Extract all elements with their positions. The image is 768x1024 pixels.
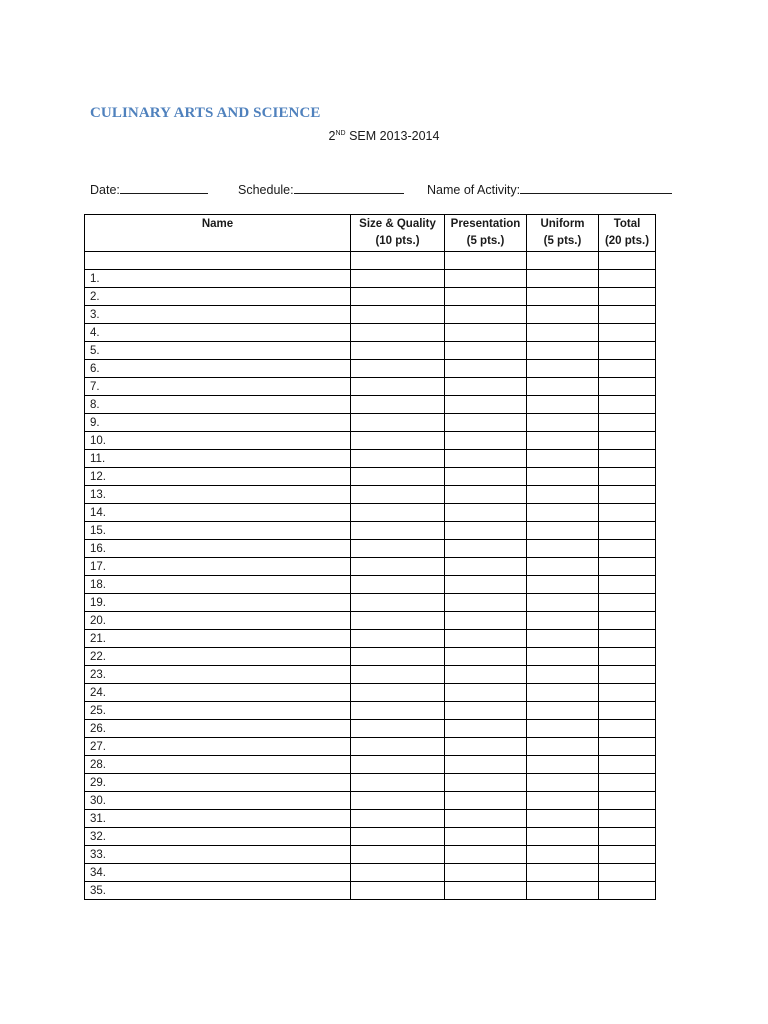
cell-total[interactable] [599, 810, 656, 828]
cell-total[interactable] [599, 432, 656, 450]
cell-size-quality[interactable] [351, 702, 445, 720]
cell-name[interactable]: 28. [85, 756, 351, 774]
table-row [85, 702, 656, 720]
column-header-label: Total [613, 218, 641, 230]
cell-size-quality[interactable] [351, 846, 445, 864]
cell-total[interactable] [599, 612, 656, 630]
cell-total[interactable] [599, 306, 656, 324]
cell-presentation[interactable] [445, 270, 527, 288]
cell-total[interactable] [599, 270, 656, 288]
cell-total[interactable] [599, 342, 656, 360]
cell-presentation[interactable] [445, 504, 527, 522]
cell-uniform[interactable] [527, 576, 599, 594]
cell-size-quality[interactable] [351, 504, 445, 522]
cell-uniform[interactable] [527, 612, 599, 630]
table-row [85, 810, 656, 828]
column-header-label: Name [201, 218, 234, 230]
cell-name[interactable]: 16. [85, 540, 351, 558]
cell-name[interactable]: 12. [85, 468, 351, 486]
cell-name[interactable]: 17. [85, 558, 351, 576]
cell-size-quality[interactable] [351, 630, 445, 648]
cell-name[interactable] [85, 252, 351, 270]
table-row [85, 630, 656, 648]
cell-total[interactable] [599, 756, 656, 774]
cell-presentation[interactable] [445, 720, 527, 738]
cell-presentation[interactable] [445, 810, 527, 828]
document-title: CULINARY ARTS AND SCIENCE [90, 105, 321, 121]
cell-size-quality[interactable] [351, 540, 445, 558]
cell-presentation[interactable] [445, 666, 527, 684]
cell-size-quality[interactable] [351, 486, 445, 504]
cell-presentation[interactable] [445, 684, 527, 702]
cell-total[interactable] [599, 846, 656, 864]
cell-name[interactable]: 14. [85, 504, 351, 522]
schedule-blank[interactable] [294, 181, 404, 194]
cell-size-quality[interactable] [351, 756, 445, 774]
table-row [85, 468, 656, 486]
cell-name[interactable]: 15. [85, 522, 351, 540]
table-row [85, 558, 656, 576]
cell-total[interactable] [599, 666, 656, 684]
table-row [85, 738, 656, 756]
cell-total[interactable] [599, 576, 656, 594]
cell-uniform[interactable] [527, 630, 599, 648]
cell-name[interactable]: 31. [85, 810, 351, 828]
column-header-points: (5 pts.) [466, 235, 505, 247]
cell-size-quality[interactable] [351, 378, 445, 396]
cell-size-quality[interactable] [351, 864, 445, 882]
cell-name[interactable]: 19. [85, 594, 351, 612]
date-field [90, 181, 208, 197]
cell-total[interactable] [599, 468, 656, 486]
cell-name[interactable]: 29. [85, 774, 351, 792]
cell-size-quality[interactable] [351, 774, 445, 792]
cell-presentation[interactable] [445, 324, 527, 342]
cell-name[interactable]: 22. [85, 648, 351, 666]
cell-size-quality[interactable] [351, 432, 445, 450]
cell-presentation[interactable] [445, 756, 527, 774]
cell-uniform[interactable] [527, 378, 599, 396]
table-row [85, 792, 656, 810]
column-header-uniform [527, 215, 599, 252]
cell-name[interactable]: 34. [85, 864, 351, 882]
cell-total[interactable] [599, 720, 656, 738]
table-row [85, 576, 656, 594]
cell-uniform[interactable] [527, 864, 599, 882]
cell-name[interactable]: 24. [85, 684, 351, 702]
cell-uniform[interactable] [527, 306, 599, 324]
cell-uniform[interactable] [527, 414, 599, 432]
cell-presentation[interactable] [445, 306, 527, 324]
cell-name[interactable]: 7. [85, 378, 351, 396]
cell-uniform[interactable] [527, 882, 599, 900]
cell-size-quality[interactable] [351, 882, 445, 900]
cell-uniform[interactable] [527, 684, 599, 702]
cell-uniform[interactable] [527, 648, 599, 666]
cell-presentation[interactable] [445, 252, 527, 270]
cell-presentation[interactable] [445, 864, 527, 882]
cell-presentation[interactable] [445, 630, 527, 648]
cell-presentation[interactable] [445, 486, 527, 504]
cell-uniform[interactable] [527, 360, 599, 378]
activity-label: Name of Activity: [427, 183, 521, 197]
cell-name[interactable]: 5. [85, 342, 351, 360]
cell-presentation[interactable] [445, 450, 527, 468]
table-row [85, 450, 656, 468]
cell-presentation[interactable] [445, 468, 527, 486]
semester-number: 2 [328, 129, 336, 143]
cell-size-quality[interactable] [351, 360, 445, 378]
semester-ordinal: ND [335, 130, 346, 137]
cell-total[interactable] [599, 882, 656, 900]
cell-uniform[interactable] [527, 792, 599, 810]
cell-presentation[interactable] [445, 414, 527, 432]
activity-blank[interactable] [520, 181, 672, 194]
cell-total[interactable] [599, 630, 656, 648]
cell-total[interactable] [599, 450, 656, 468]
cell-size-quality[interactable] [351, 324, 445, 342]
cell-name[interactable]: 2. [85, 288, 351, 306]
cell-size-quality[interactable] [351, 576, 445, 594]
activity-field [427, 181, 672, 197]
cell-name[interactable]: 3. [85, 306, 351, 324]
cell-name[interactable]: 26. [85, 720, 351, 738]
cell-name[interactable]: 13. [85, 486, 351, 504]
cell-presentation[interactable] [445, 648, 527, 666]
cell-presentation[interactable] [445, 846, 527, 864]
table-header-row [85, 215, 656, 252]
cell-presentation[interactable] [445, 558, 527, 576]
cell-uniform[interactable] [527, 522, 599, 540]
table-row [85, 756, 656, 774]
cell-presentation[interactable] [445, 432, 527, 450]
table-body [85, 252, 656, 900]
table-row [85, 324, 656, 342]
cell-size-quality[interactable] [351, 396, 445, 414]
column-header-total [599, 215, 656, 252]
table-row [85, 612, 656, 630]
cell-presentation[interactable] [445, 702, 527, 720]
cell-presentation[interactable] [445, 396, 527, 414]
date-label: Date: [90, 183, 120, 197]
table-row [85, 396, 656, 414]
table-row [85, 504, 656, 522]
table-row [85, 846, 656, 864]
table-row [85, 432, 656, 450]
cell-total[interactable] [599, 594, 656, 612]
cell-presentation[interactable] [445, 522, 527, 540]
table-row [85, 720, 656, 738]
cell-size-quality[interactable] [351, 810, 445, 828]
table-row [85, 270, 656, 288]
cell-size-quality[interactable] [351, 252, 445, 270]
cell-uniform[interactable] [527, 486, 599, 504]
cell-name[interactable]: 32. [85, 828, 351, 846]
table-row [85, 828, 656, 846]
table-row [85, 360, 656, 378]
cell-total[interactable] [599, 828, 656, 846]
cell-total[interactable] [599, 558, 656, 576]
cell-uniform[interactable] [527, 846, 599, 864]
table-row [85, 882, 656, 900]
cell-size-quality[interactable] [351, 558, 445, 576]
cell-total[interactable] [599, 738, 656, 756]
cell-presentation[interactable] [445, 612, 527, 630]
cell-presentation[interactable] [445, 540, 527, 558]
cell-total[interactable] [599, 414, 656, 432]
cell-size-quality[interactable] [351, 414, 445, 432]
table-row [85, 684, 656, 702]
column-header-points: (5 pts.) [543, 235, 582, 247]
column-header-label: Size & Quality [359, 218, 436, 230]
cell-total[interactable] [599, 360, 656, 378]
cell-presentation[interactable] [445, 738, 527, 756]
column-header-points: (10 pts.) [375, 235, 420, 247]
cell-uniform[interactable] [527, 252, 599, 270]
cell-uniform[interactable] [527, 720, 599, 738]
cell-size-quality[interactable] [351, 270, 445, 288]
cell-name[interactable]: 33. [85, 846, 351, 864]
cell-total[interactable] [599, 504, 656, 522]
schedule-field [238, 181, 404, 197]
cell-name[interactable]: 35. [85, 882, 351, 900]
cell-name[interactable]: 9. [85, 414, 351, 432]
cell-uniform[interactable] [527, 450, 599, 468]
column-header-label: Presentation [450, 218, 521, 230]
cell-presentation[interactable] [445, 828, 527, 846]
cell-name[interactable]: 18. [85, 576, 351, 594]
cell-size-quality[interactable] [351, 720, 445, 738]
table-row [85, 666, 656, 684]
cell-name[interactable]: 23. [85, 666, 351, 684]
cell-size-quality[interactable] [351, 450, 445, 468]
cell-uniform[interactable] [527, 558, 599, 576]
cell-presentation[interactable] [445, 594, 527, 612]
cell-uniform[interactable] [527, 810, 599, 828]
cell-size-quality[interactable] [351, 828, 445, 846]
column-header-size-quality [351, 215, 445, 252]
cell-total[interactable] [599, 396, 656, 414]
cell-total[interactable] [599, 540, 656, 558]
table-row [85, 522, 656, 540]
cell-uniform[interactable] [527, 342, 599, 360]
cell-uniform[interactable] [527, 594, 599, 612]
cell-size-quality[interactable] [351, 666, 445, 684]
cell-name[interactable]: 10. [85, 432, 351, 450]
cell-total[interactable] [599, 486, 656, 504]
cell-uniform[interactable] [527, 666, 599, 684]
cell-presentation[interactable] [445, 882, 527, 900]
cell-name[interactable]: 21. [85, 630, 351, 648]
cell-name[interactable]: 6. [85, 360, 351, 378]
cell-size-quality[interactable] [351, 684, 445, 702]
date-blank[interactable] [120, 181, 208, 194]
column-header-presentation [445, 215, 527, 252]
cell-uniform[interactable] [527, 702, 599, 720]
cell-name[interactable]: 30. [85, 792, 351, 810]
table-row [85, 288, 656, 306]
cell-size-quality[interactable] [351, 522, 445, 540]
cell-presentation[interactable] [445, 774, 527, 792]
cell-size-quality[interactable] [351, 306, 445, 324]
cell-presentation[interactable] [445, 360, 527, 378]
table-row [85, 252, 656, 270]
cell-presentation[interactable] [445, 342, 527, 360]
cell-uniform[interactable] [527, 270, 599, 288]
cell-uniform[interactable] [527, 756, 599, 774]
cell-uniform[interactable] [527, 540, 599, 558]
table-row [85, 648, 656, 666]
table-row [85, 414, 656, 432]
cell-size-quality[interactable] [351, 738, 445, 756]
table-row [85, 540, 656, 558]
table-row [85, 486, 656, 504]
table-row [85, 594, 656, 612]
cell-name[interactable]: 27. [85, 738, 351, 756]
cell-total[interactable] [599, 684, 656, 702]
cell-uniform[interactable] [527, 324, 599, 342]
cell-size-quality[interactable] [351, 594, 445, 612]
semester-line [0, 129, 768, 143]
schedule-label: Schedule: [238, 183, 294, 197]
cell-name[interactable]: 20. [85, 612, 351, 630]
cell-name[interactable]: 8. [85, 396, 351, 414]
cell-total[interactable] [599, 792, 656, 810]
cell-name[interactable]: 1. [85, 270, 351, 288]
cell-uniform[interactable] [527, 774, 599, 792]
cell-size-quality[interactable] [351, 468, 445, 486]
cell-total[interactable] [599, 522, 656, 540]
cell-size-quality[interactable] [351, 648, 445, 666]
cell-uniform[interactable] [527, 468, 599, 486]
cell-name[interactable]: 11. [85, 450, 351, 468]
cell-presentation[interactable] [445, 378, 527, 396]
cell-uniform[interactable] [527, 504, 599, 522]
cell-size-quality[interactable] [351, 612, 445, 630]
semester-year: SEM 2013-2014 [345, 129, 440, 143]
cell-uniform[interactable] [527, 288, 599, 306]
column-header-points: (20 pts.) [604, 235, 650, 247]
table-row [85, 378, 656, 396]
table-row [85, 864, 656, 882]
cell-uniform[interactable] [527, 738, 599, 756]
column-header-label: Uniform [540, 218, 585, 230]
cell-name[interactable]: 4. [85, 324, 351, 342]
column-header-name [85, 215, 351, 252]
cell-total[interactable] [599, 648, 656, 666]
cell-total[interactable] [599, 252, 656, 270]
cell-name[interactable]: 25. [85, 702, 351, 720]
cell-uniform[interactable] [527, 396, 599, 414]
cell-size-quality[interactable] [351, 792, 445, 810]
cell-size-quality[interactable] [351, 342, 445, 360]
cell-uniform[interactable] [527, 828, 599, 846]
cell-total[interactable] [599, 288, 656, 306]
cell-total[interactable] [599, 864, 656, 882]
cell-total[interactable] [599, 378, 656, 396]
cell-presentation[interactable] [445, 288, 527, 306]
grading-table [84, 214, 656, 900]
cell-total[interactable] [599, 324, 656, 342]
cell-uniform[interactable] [527, 432, 599, 450]
cell-size-quality[interactable] [351, 288, 445, 306]
table-row [85, 342, 656, 360]
cell-presentation[interactable] [445, 792, 527, 810]
table-row [85, 306, 656, 324]
cell-presentation[interactable] [445, 576, 527, 594]
table-row [85, 774, 656, 792]
cell-total[interactable] [599, 774, 656, 792]
cell-total[interactable] [599, 702, 656, 720]
